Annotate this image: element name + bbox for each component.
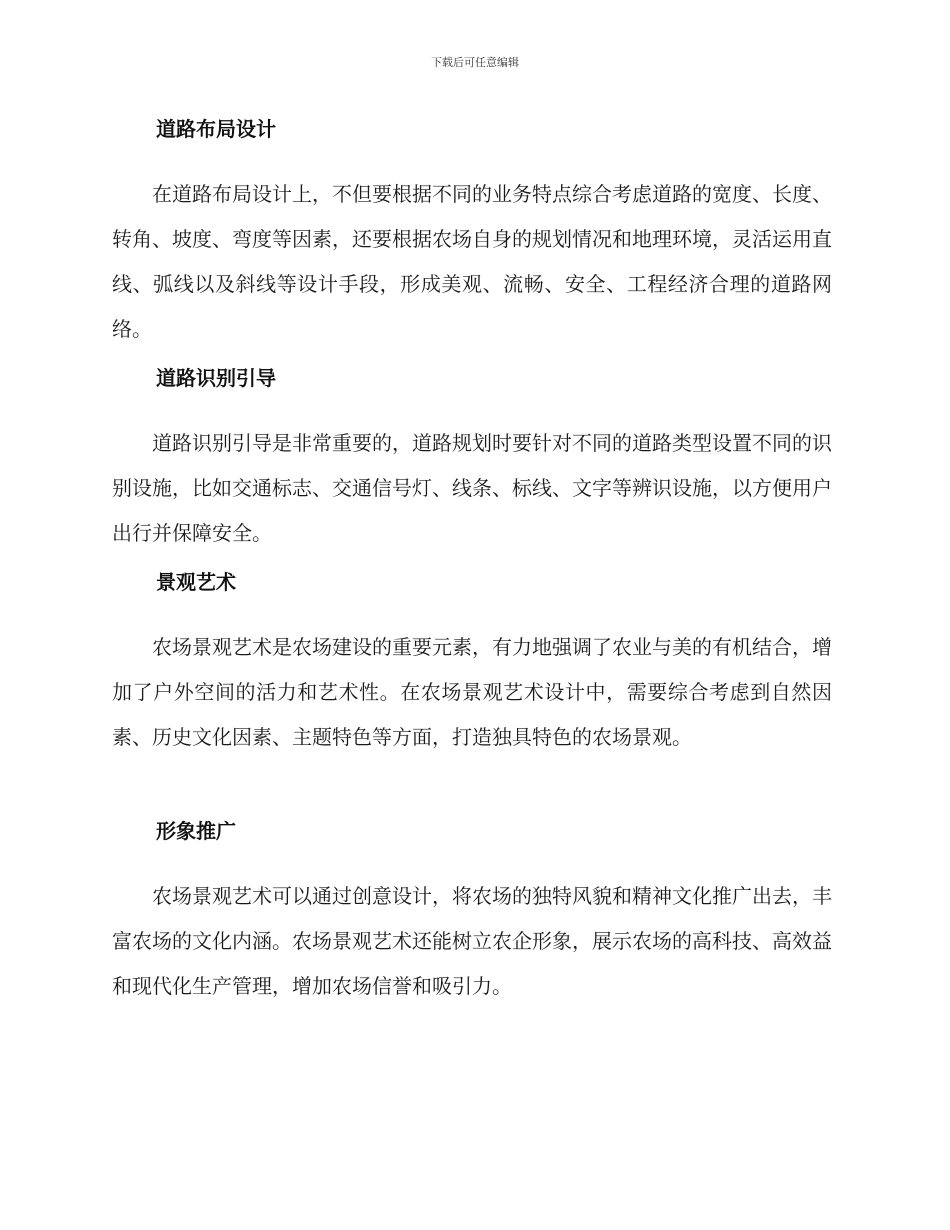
section-heading: 景观艺术 bbox=[156, 570, 236, 594]
section-landscape-art bbox=[112, 567, 832, 760]
section-paragraph: 道路识别引导是非常重要的，道路规划时要针对不同的道路类型设置不同的识别设施，比如交通标志、交通信号灯、线条、标线、文字等辨识设施，以方便用户出行并保障安全。 bbox=[112, 431, 832, 545]
section-paragraph: 在道路布局设计上，不但要根据不同的业务特点综合考虑道路的宽度、长度、转角、坡度、弯度等因素，还要根据农场自身的规划情况和地理环境，灵活运用直线、弧线以及斜线等设计手段，形成美观、流畅、安全、工程经济合理的道路网络。 bbox=[112, 182, 832, 341]
page-header-note: 下载后可任意编辑 bbox=[431, 56, 519, 69]
section-image-promotion bbox=[112, 816, 832, 1009]
section-road-identification-guidance bbox=[112, 363, 832, 556]
section-paragraph: 农场景观艺术可以通过创意设计，将农场的独特风貌和精神文化推广出去，丰富农场的文化内涵。农场景观艺术还能树立农企形象，展示农场的高科技、高效益和现代化生产管理，增加农场信誉和吸引力。 bbox=[112, 884, 832, 998]
section-heading: 道路布局设计 bbox=[156, 117, 276, 141]
section-paragraph: 农场景观艺术是农场建设的重要元素，有力地强调了农业与美的有机结合，增加了户外空间的活力和艺术性。在农场景观艺术设计中，需要综合考虑到自然因素、历史文化因素、主题特色等方面，打造独具特色的农场景观。 bbox=[112, 635, 832, 749]
section-road-layout-design bbox=[112, 114, 832, 352]
section-heading: 道路识别引导 bbox=[156, 366, 276, 390]
section-heading: 形象推广 bbox=[156, 819, 236, 843]
